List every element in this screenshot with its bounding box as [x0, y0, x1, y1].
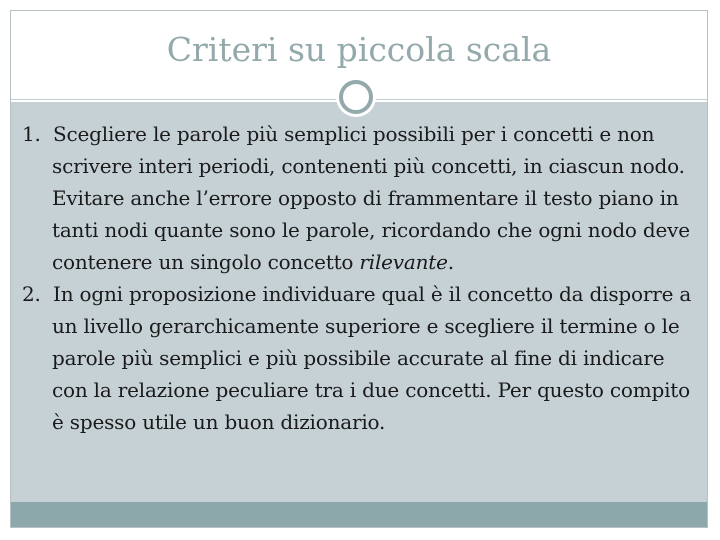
list-item — [22, 118, 692, 278]
list-item-number: 1. — [22, 122, 47, 146]
list-item-number: 2. — [22, 282, 47, 306]
list-item-text — [52, 122, 690, 274]
criteria-list — [22, 118, 692, 438]
list-item-emphasis: rilevante — [359, 250, 448, 274]
list-item-text-main: In ogni proposizione individuare qual è il concetto da disporre a un livello gerarchicamente superiore e scegliere il termine o le parole più semplici e più possibile accurate al fine di indicare con la relazione peculiare tra i due concetti. Per questo compito è spesso utile un buon dizionario. — [52, 282, 692, 434]
list-item-text-end: . — [447, 250, 454, 274]
slide-title: Criteri su piccola scala — [166, 29, 552, 69]
circle-ring-icon — [339, 80, 373, 114]
list-item-text — [52, 282, 691, 434]
list-item-text-main: Scegliere le parole più semplici possibili per i concetti e non scrivere interi periodi, contenenti più concetti, in ciascun nodo. Evitare anche l’errore opposto di frammentare il testo piano in tanti nodi quante sono le parole, ricordando che ogni nodo deve contenere un singolo concetto — [52, 122, 690, 274]
bottom-bar — [11, 502, 707, 527]
list-item — [22, 278, 692, 438]
